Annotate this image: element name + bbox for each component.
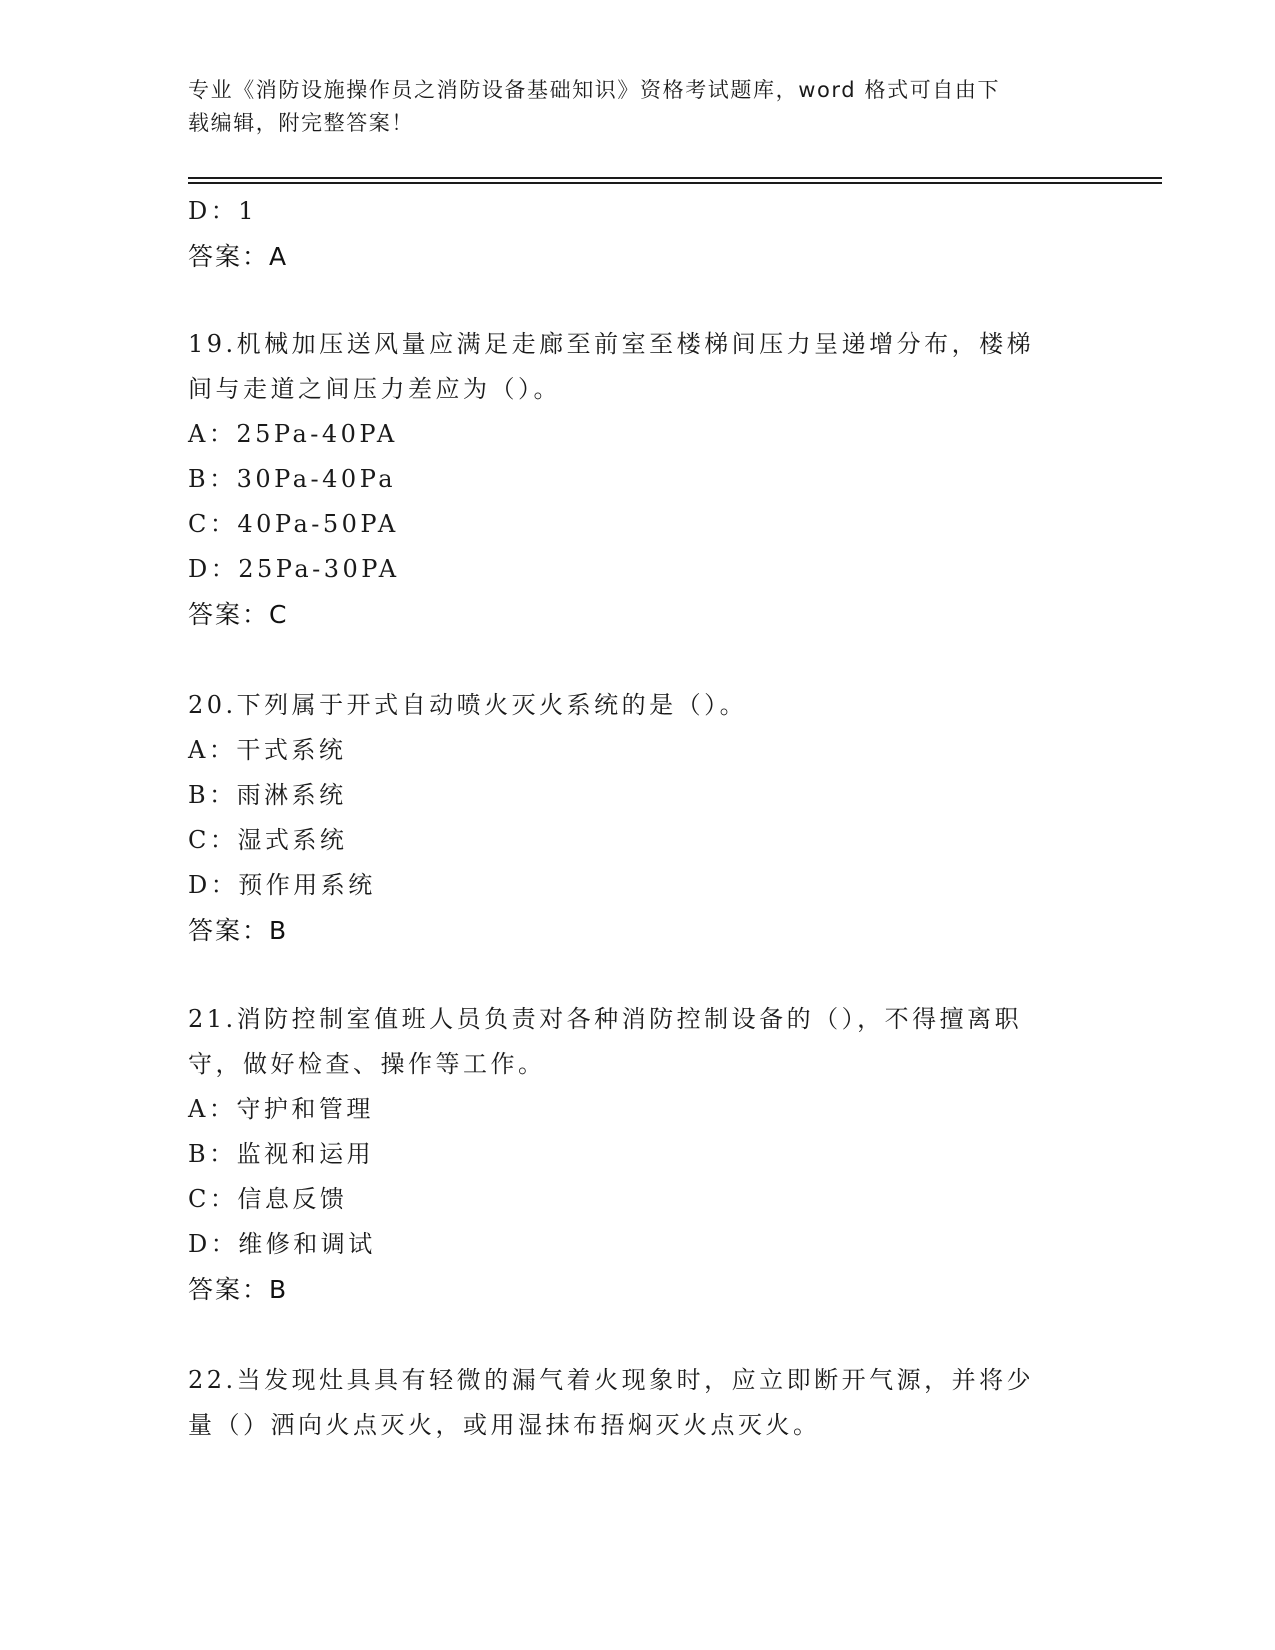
- header-divider-bottom: [188, 182, 1162, 184]
- option-a: A：守护和管理: [188, 1095, 374, 1123]
- previous-question-tail: [188, 189, 1088, 279]
- option-b: B：雨淋系统: [188, 781, 347, 809]
- question-stem-line: 21.消防控制室值班人员负责对各种消防控制设备的（），不得擅离职: [188, 1005, 1023, 1033]
- answer-line: 答案：C: [188, 600, 289, 629]
- option-a: A：25Pa-40PA: [188, 420, 398, 448]
- option-d: D：预作用系统: [188, 871, 376, 899]
- question-19: [188, 322, 1088, 637]
- option-c: C：信息反馈: [188, 1185, 348, 1213]
- option-b: B：监视和运用: [188, 1140, 375, 1168]
- option-b: B：30Pa-40Pa: [188, 465, 397, 493]
- answer-line: 答案：B: [188, 1275, 289, 1304]
- header-line-1: 专业《消防设施操作员之消防设备基础知识》资格考试题库，word 格式可自由下: [188, 78, 1001, 102]
- question-stem-line: 20.下列属于开式自动喷火灭火系统的是（）。: [188, 691, 748, 719]
- option-d: D：25Pa-30PA: [188, 555, 400, 583]
- question-stem-line: 守，做好检查、操作等工作。: [188, 1050, 546, 1078]
- option-c: C：40Pa-50PA: [188, 510, 399, 538]
- option-d: D：维修和调试: [188, 1230, 376, 1258]
- question-stem-line: 间与走道之间压力差应为（）。: [188, 375, 561, 403]
- question-20: [188, 683, 1088, 953]
- header-divider-top: [188, 177, 1162, 179]
- question-stem-line: 22.当发现灶具具有轻微的漏气着火现象时，应立即断开气源，并将少: [188, 1366, 1035, 1394]
- option-d: D：1: [188, 197, 258, 225]
- question-stem-line: 19.机械加压送风量应满足走廊至前室至楼梯间压力呈递增分布，楼梯: [188, 330, 1035, 358]
- document-header: [188, 74, 1088, 140]
- option-c: C：湿式系统: [188, 826, 348, 854]
- option-a: A：干式系统: [188, 736, 347, 764]
- answer-line: 答案：B: [188, 916, 289, 945]
- question-22: [188, 1358, 1088, 1448]
- question-21: [188, 997, 1088, 1312]
- answer-line: 答案：A: [188, 242, 289, 271]
- question-stem-line: 量（）洒向火点灭火，或用湿抹布捂焖灭火点灭火。: [188, 1411, 821, 1439]
- header-line-2: 载编辑，附完整答案！: [188, 111, 414, 135]
